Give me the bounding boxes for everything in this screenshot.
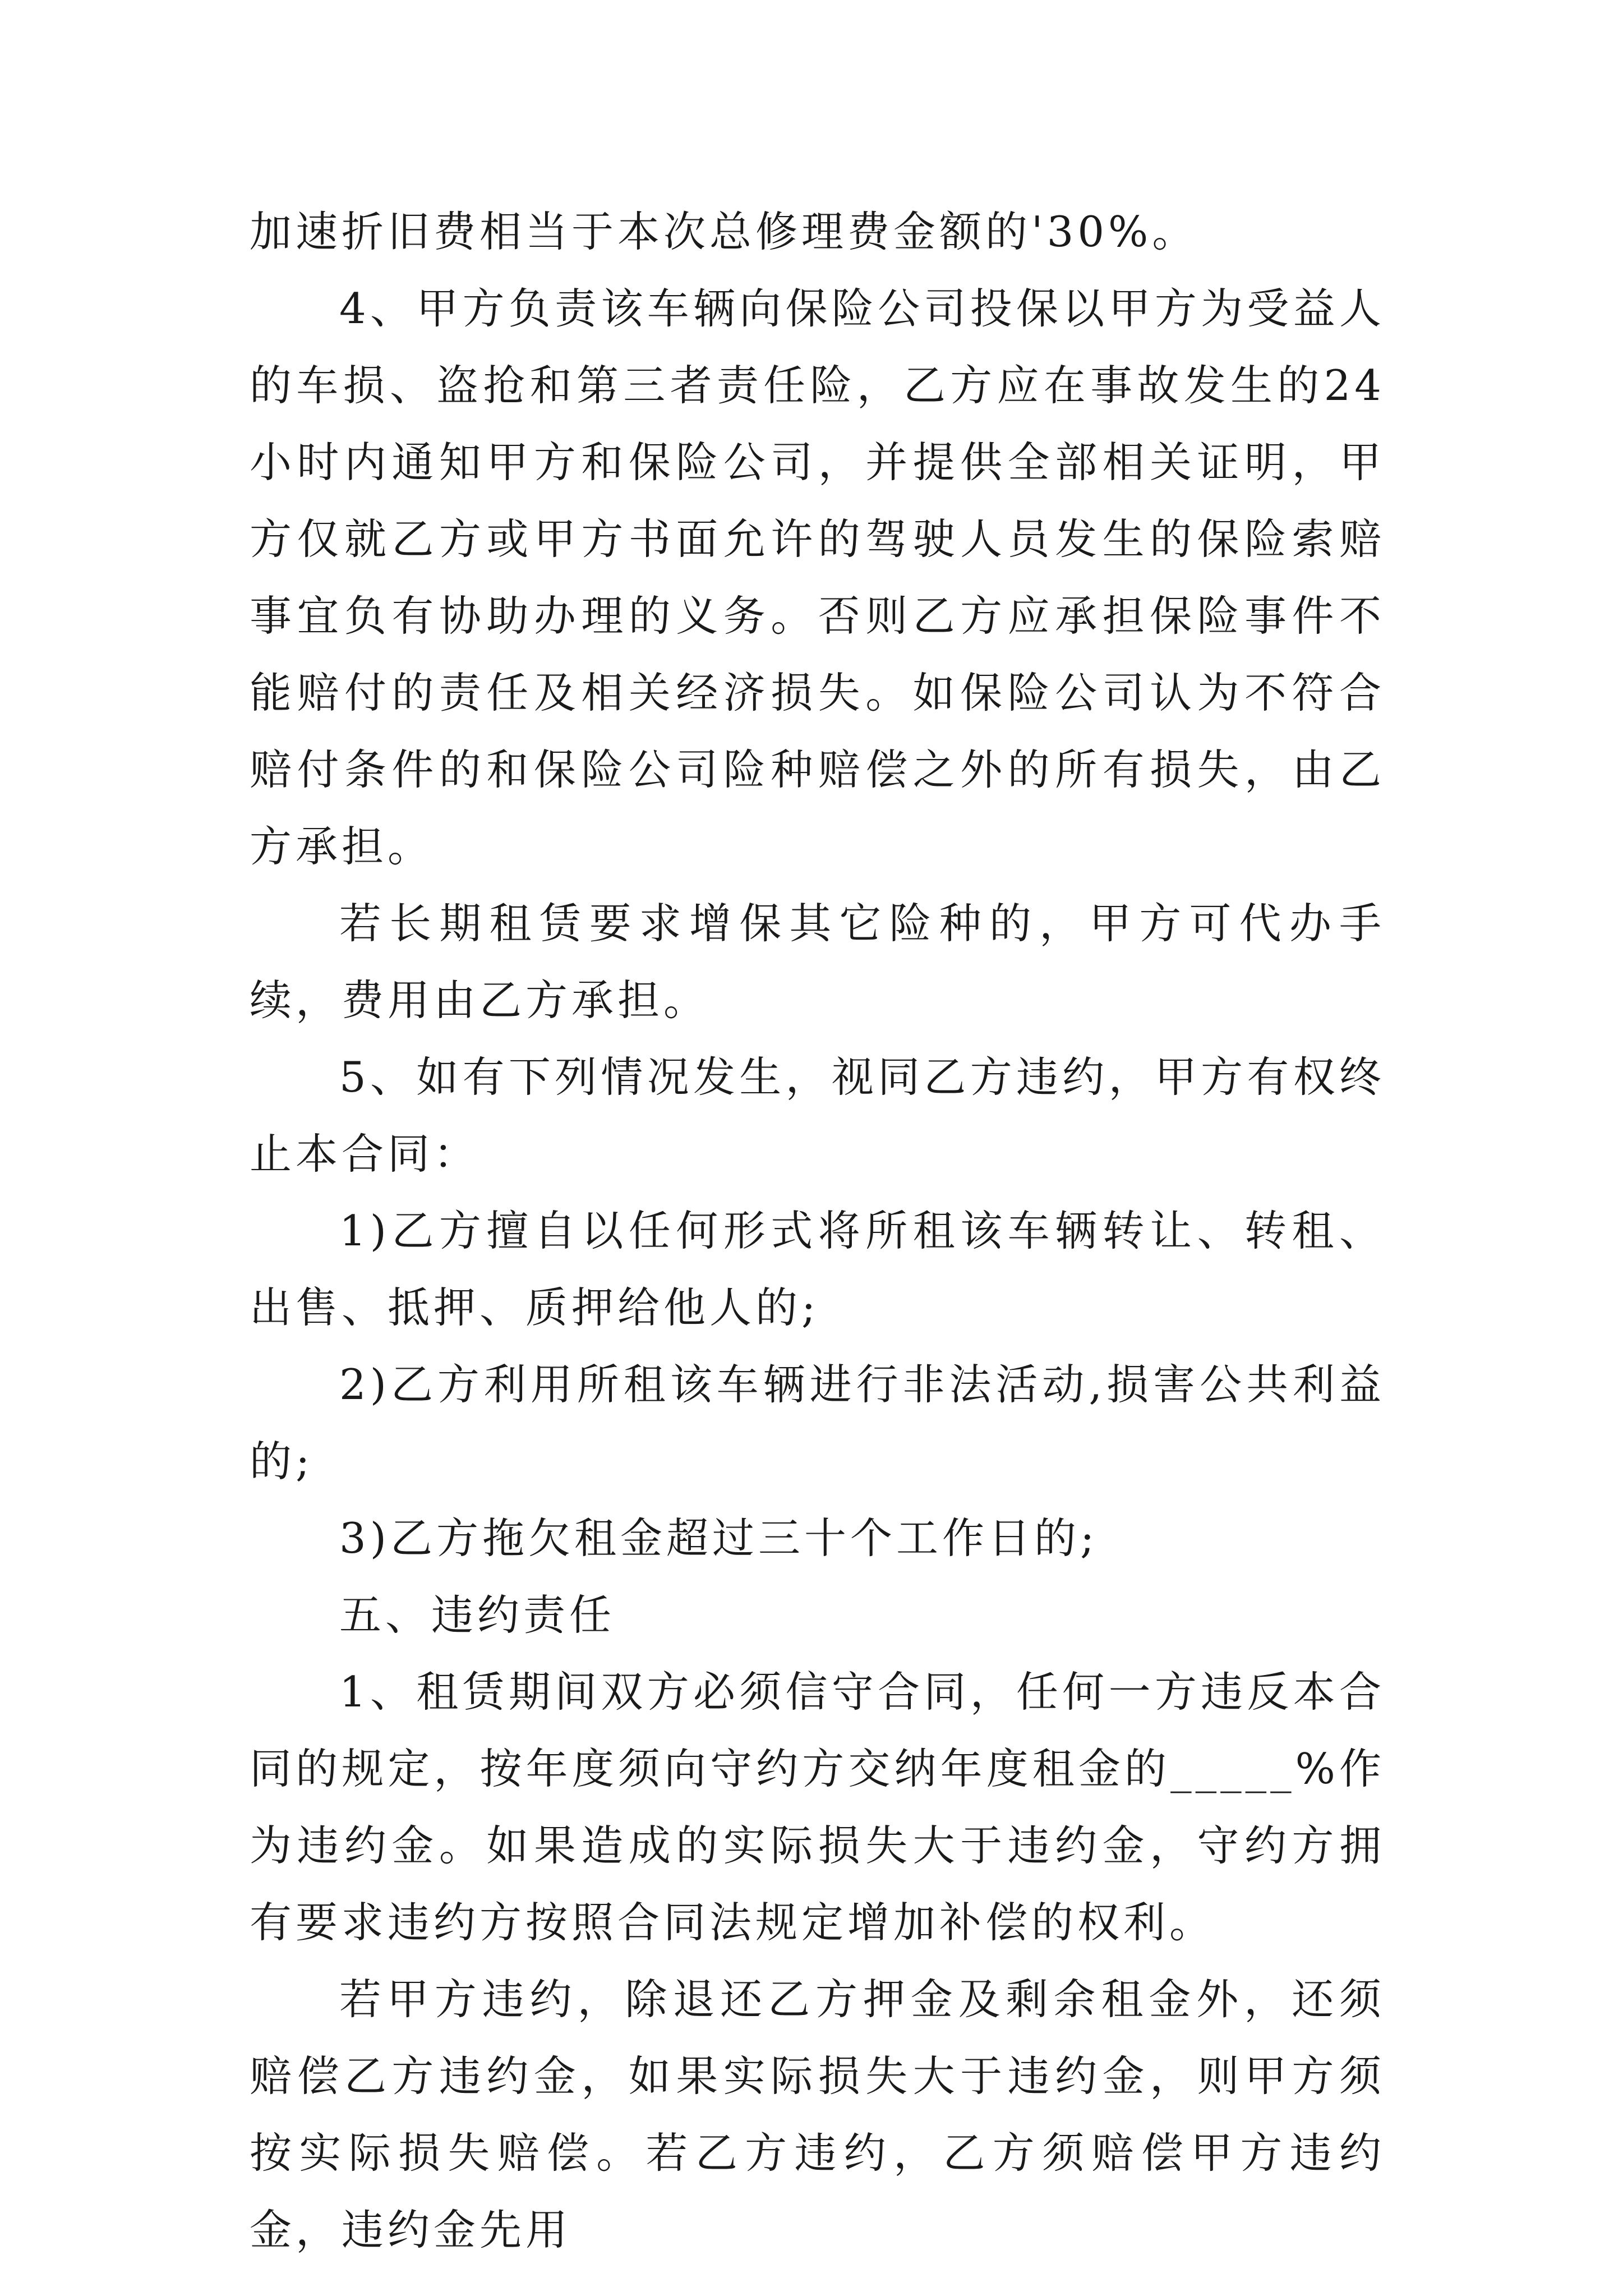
paragraph-clause-4-insurance: 4、甲方负责该车辆向保险公司投保以甲方为受益人的车损、盗抢和第三者责任险，乙方应在事故发生的24小时内通知甲方和保险公司，并提供全部相关证明，甲方仅就乙方或甲方书面允许的驾驶人员发生的保险索赔事宜负有协助办理的义务。否则乙方应承担保险事件不能赔付的责任及相关经济损失。如保险公司认为不符合赔付条件的和保险公司险种赔偿之外的所有损失，由乙方承担。 [250, 284, 1385, 871]
document-body [250, 194, 1385, 2269]
paragraph-additional-insurance: 若长期租赁要求增保其它险种的，甲方可代办手续，费用由乙方承担。 [250, 899, 1385, 1025]
paragraph-item-1: 1)乙方擅自以任何形式将所租该车辆转让、转租、出售、抵押、质押给他人的; [250, 1206, 1385, 1332]
paragraph-item-3: 3)乙方拖欠租金超过三十个工作日的; [339, 1513, 1099, 1563]
paragraph-depreciation-fee: 加速折旧费相当于本次总修理费金额的'30%。 [250, 207, 1198, 256]
section-heading-liability: 五、违约责任 [339, 1590, 616, 1640]
paragraph-liability-clause-1: 1、租赁期间双方必须信守合同，任何一方违反本合同的规定，按年度须向守约方交纳年度租金的_____%作为违约金。如果造成的实际损失大于违约金，守约方拥有要求违约方按照合同法规定增加补偿的权利。 [250, 1667, 1385, 1947]
paragraph-item-2: 2)乙方利用所租该车辆进行非法活动,损害公共利益的; [250, 1360, 1385, 1486]
paragraph-party-breach: 若甲方违约，除退还乙方押金及剩余租金外，还须赔偿乙方违约金，如果实际损失大于违约金，则甲方须按实际损失赔偿。若乙方违约，乙方须赔偿甲方违约金，违约金先用 [250, 1975, 1385, 2254]
paragraph-clause-5-breach: 5、如有下列情况发生，视同乙方违约，甲方有权终止本合同： [250, 1052, 1385, 1179]
